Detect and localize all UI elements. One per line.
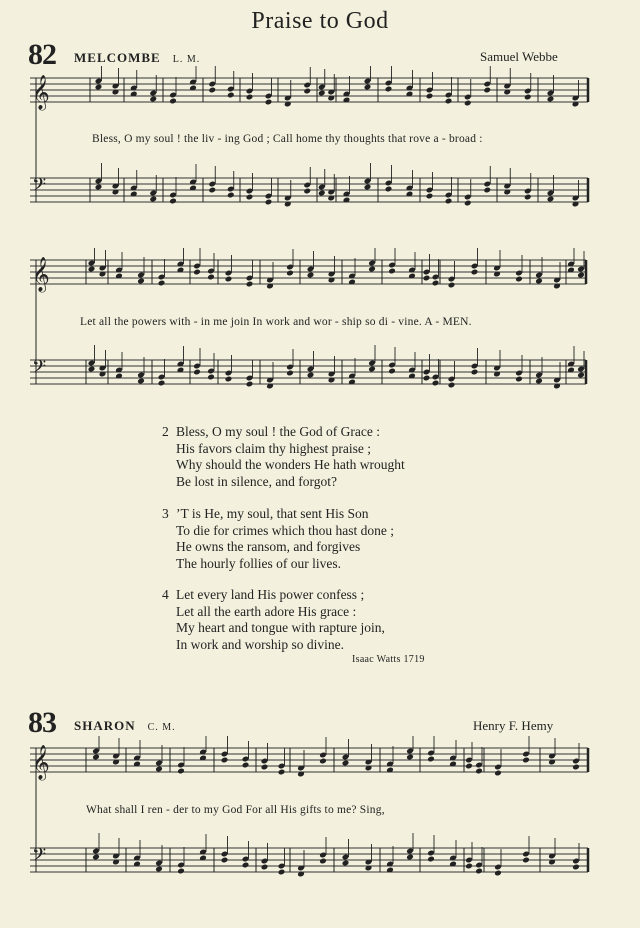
note-head xyxy=(137,278,145,285)
note-head xyxy=(423,375,431,382)
stanza-line: His favors claim thy highest praise ; xyxy=(176,440,371,456)
note-head xyxy=(169,198,177,205)
bass-clef-icon: 𝄢 xyxy=(32,845,47,870)
note-head xyxy=(265,99,273,106)
note-head xyxy=(149,196,157,203)
note-head xyxy=(261,764,269,771)
note-head xyxy=(177,868,185,875)
note-head xyxy=(208,87,216,94)
note-head xyxy=(535,378,543,385)
note-head xyxy=(318,90,326,97)
note-head xyxy=(445,98,453,105)
note-head xyxy=(368,366,376,373)
note-head xyxy=(227,192,235,199)
note-head xyxy=(307,372,315,379)
staff xyxy=(30,163,588,207)
note-head xyxy=(423,275,431,282)
note-head xyxy=(475,868,483,875)
hymn-83-lyrics-line-1: What shall I ren - der to my God For all His gifts to me? Sing, xyxy=(86,804,385,816)
note-head xyxy=(406,754,414,761)
note-head xyxy=(432,280,440,287)
note-head xyxy=(577,272,585,279)
note-head xyxy=(448,382,456,389)
stanza-line: The hourly follies of our lives. xyxy=(176,555,341,571)
note-head xyxy=(515,376,523,383)
note-head xyxy=(524,94,532,101)
note-head xyxy=(177,768,185,775)
stanza-3 xyxy=(162,506,395,572)
note-head xyxy=(385,86,393,93)
stanza-line: Why should the wonders He hath wrought xyxy=(176,457,405,472)
note-head xyxy=(426,93,434,100)
hymn-83-composer: Henry F. Hemy xyxy=(473,718,554,733)
note-head xyxy=(155,866,163,873)
stanza-line: ’T is He, my soul, that sent His Son xyxy=(176,506,369,521)
note-head xyxy=(207,374,215,381)
note-head xyxy=(522,857,530,864)
note-head xyxy=(515,276,523,283)
note-head xyxy=(95,184,103,191)
note-head xyxy=(319,758,327,765)
stanza-line: Let all the earth adore His grace : xyxy=(176,603,357,619)
bass-clef-icon: 𝄢 xyxy=(32,357,47,382)
hymn-82-lyrics-line-1: Bless, O my soul ! the liv - ing God ; Call home thy thoughts that rove a - broad : xyxy=(92,133,483,145)
stanza-line: To die for crimes which thou hast done ; xyxy=(176,522,395,538)
note-head xyxy=(464,200,472,207)
note-head xyxy=(522,757,530,764)
note-head xyxy=(445,198,453,205)
stanza-number: 2 xyxy=(162,424,169,439)
staff xyxy=(30,833,588,877)
hymn-83-tune xyxy=(74,718,176,734)
note-head xyxy=(246,94,254,101)
note-head xyxy=(494,870,502,877)
note-head xyxy=(406,854,414,861)
note-head xyxy=(432,380,440,387)
note-head xyxy=(426,193,434,200)
stanza-4 xyxy=(162,587,385,653)
note-head xyxy=(303,88,311,95)
stanza-line: Let every land His power confess ; xyxy=(176,587,365,602)
treble-clef-icon: 𝄞 xyxy=(32,75,50,110)
note-head xyxy=(208,187,216,194)
note-head xyxy=(471,269,479,276)
note-head xyxy=(547,96,555,103)
note-head xyxy=(388,268,396,275)
stanza-line: Be lost in silence, and forgot? xyxy=(176,473,337,489)
note-head xyxy=(278,769,286,776)
note-head xyxy=(221,757,229,764)
note-head xyxy=(577,372,585,379)
note-head xyxy=(155,766,163,773)
note-head xyxy=(227,92,235,99)
note-head xyxy=(246,194,254,201)
treble-clef-icon: 𝄞 xyxy=(32,745,50,780)
hymn-83-meter: C. M. xyxy=(147,722,176,733)
note-head xyxy=(265,199,273,206)
bass-clef-icon: 𝄢 xyxy=(32,175,47,200)
stanza-number: 3 xyxy=(162,506,169,521)
note-head xyxy=(137,378,145,385)
note-head xyxy=(95,84,103,91)
note-head xyxy=(207,274,215,281)
hymn-82-number: 82 xyxy=(28,38,56,71)
note-head xyxy=(246,281,254,288)
hymn-82-tune xyxy=(74,50,200,66)
hymn-82-author: Isaac Watts 1719 xyxy=(352,654,425,665)
note-head xyxy=(427,856,435,863)
note-head xyxy=(286,370,294,377)
note-head xyxy=(547,196,555,203)
hymn-82-composer: Samuel Webbe xyxy=(480,49,558,64)
note-head xyxy=(246,381,254,388)
staff xyxy=(30,66,588,111)
hymn-83-number: 83 xyxy=(28,706,56,739)
note-head xyxy=(368,266,376,273)
note-head xyxy=(464,100,472,107)
note-head xyxy=(385,186,393,193)
stanza-2 xyxy=(162,424,405,490)
note-head xyxy=(318,190,326,197)
note-head xyxy=(88,366,96,373)
hymn-82-lyrics-line-2: Let all the powers with - in me join In work and wor - ship so di - vine. A - MEN. xyxy=(80,316,472,328)
note-head xyxy=(225,276,233,283)
note-head xyxy=(225,376,233,383)
hymn-82-tune-name: MELCOMBE xyxy=(74,50,161,65)
note-head xyxy=(364,84,372,91)
note-head xyxy=(483,187,491,194)
staff xyxy=(30,736,588,781)
note-head xyxy=(193,369,201,376)
note-head xyxy=(465,763,473,770)
note-head xyxy=(388,368,396,375)
note-head xyxy=(471,369,479,376)
note-head xyxy=(242,862,250,869)
note-head xyxy=(92,854,100,861)
note-head xyxy=(448,282,456,289)
page-title: Praise to God xyxy=(251,8,389,34)
note-head xyxy=(465,863,473,870)
note-head xyxy=(319,858,327,865)
note-head xyxy=(572,764,580,771)
note-head xyxy=(535,278,543,285)
note-head xyxy=(278,869,286,876)
note-head xyxy=(261,864,269,871)
note-head xyxy=(483,87,491,94)
stanza-line: He owns the ransom, and forgives xyxy=(176,539,361,554)
note-head xyxy=(149,96,157,103)
stanza-line: In work and worship so divine. xyxy=(176,636,344,652)
staff xyxy=(30,248,586,293)
note-head xyxy=(286,270,294,277)
stanza-number: 4 xyxy=(162,587,169,602)
note-head xyxy=(242,762,250,769)
note-head xyxy=(92,754,100,761)
note-head xyxy=(342,860,350,867)
note-head xyxy=(475,768,483,775)
note-head xyxy=(158,280,166,287)
stanza-line: My heart and tongue with rapture join, xyxy=(176,620,385,635)
note-head xyxy=(303,188,311,195)
note-head xyxy=(158,380,166,387)
note-head xyxy=(342,760,350,767)
note-head xyxy=(494,770,502,777)
note-head xyxy=(221,857,229,864)
staff xyxy=(30,345,586,389)
hymn-83-tune-name: SHARON xyxy=(74,718,136,733)
note-head xyxy=(193,269,201,276)
note-head xyxy=(427,756,435,763)
note-head xyxy=(572,864,580,871)
treble-clef-icon: 𝄞 xyxy=(32,257,50,292)
note-head xyxy=(524,194,532,201)
hymn-82-meter: L. M. xyxy=(172,54,201,65)
note-head xyxy=(169,98,177,105)
note-head xyxy=(364,184,372,191)
note-head xyxy=(88,266,96,273)
stanza-line: Bless, O my soul ! the God of Grace : xyxy=(176,424,380,439)
note-head xyxy=(307,272,315,279)
